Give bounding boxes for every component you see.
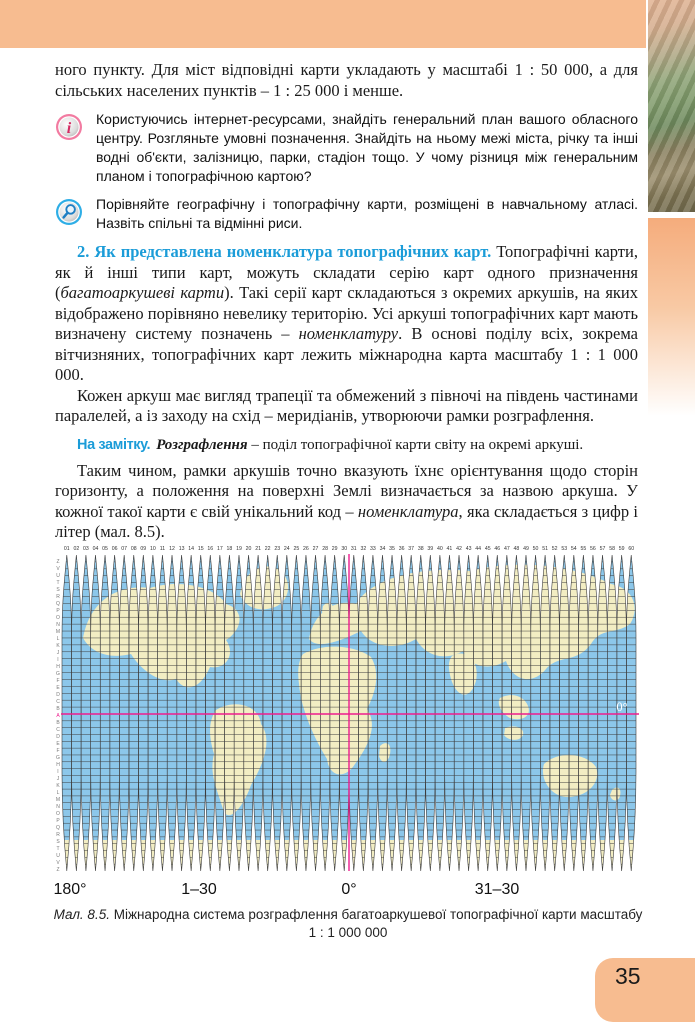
svg-text:12: 12 — [169, 546, 175, 552]
svg-text:23: 23 — [274, 546, 281, 552]
svg-text:17: 17 — [216, 546, 223, 552]
intro-paragraph: ного пункту. Для міст відповідні карти укладають у масштабі 1 : 50 000, а для сільських населених пунктів – 1 : 25 000 і менше. — [55, 60, 638, 100]
svg-text:14: 14 — [188, 546, 195, 552]
svg-text:46: 46 — [494, 546, 501, 552]
svg-text:42: 42 — [456, 546, 462, 552]
svg-text:59: 59 — [618, 546, 625, 552]
svg-text:T: T — [56, 580, 60, 586]
svg-text:16: 16 — [207, 546, 214, 552]
svg-text:10: 10 — [149, 546, 156, 552]
svg-text:33: 33 — [370, 546, 376, 552]
svg-text:03: 03 — [83, 546, 89, 552]
svg-text:55: 55 — [580, 546, 587, 552]
header-band — [0, 0, 646, 48]
svg-text:40: 40 — [436, 546, 443, 552]
magnifier-icon — [55, 198, 83, 231]
svg-text:Q: Q — [56, 601, 60, 607]
svg-text:28: 28 — [322, 546, 328, 552]
svg-text:52: 52 — [551, 546, 558, 552]
svg-text:06: 06 — [111, 546, 118, 552]
svg-text:53: 53 — [561, 546, 568, 552]
svg-text:Q: Q — [56, 825, 60, 831]
svg-text:V: V — [56, 566, 60, 572]
svg-text:47: 47 — [503, 546, 510, 552]
info-icon-glyph: i — [66, 120, 72, 137]
svg-text:S: S — [56, 839, 60, 845]
svg-text:H: H — [56, 664, 60, 670]
svg-text:51: 51 — [542, 546, 549, 552]
svg-text:48: 48 — [513, 546, 520, 552]
svg-text:F: F — [56, 678, 60, 684]
svg-text:34: 34 — [379, 546, 386, 552]
svg-text:09: 09 — [140, 546, 147, 552]
svg-text:D: D — [56, 692, 60, 698]
svg-text:180°: 180° — [53, 881, 87, 898]
conclusion-paragraph: Таким чином, рамки аркушів точно вказують їхнє орієнтування щодо сторін горизонту, а положення на поверхні Землі визначається за назвою аркуша. У кожної такої карти є свій унікальний код – номенклатура, яка складається з цифр і літер (мал. 8.5). — [55, 460, 638, 541]
svg-text:39: 39 — [427, 546, 434, 552]
svg-text:B: B — [56, 706, 60, 712]
svg-text:R: R — [56, 594, 60, 600]
svg-text:0°: 0° — [616, 700, 628, 714]
svg-text:K: K — [56, 643, 60, 649]
svg-text:07: 07 — [121, 546, 128, 552]
svg-text:54: 54 — [570, 546, 577, 552]
svg-text:0°: 0° — [341, 881, 357, 898]
svg-text:E: E — [56, 685, 60, 691]
info-icon — [55, 113, 83, 146]
svg-text:I: I — [57, 769, 59, 775]
svg-text:N: N — [56, 622, 60, 628]
svg-text:L: L — [56, 790, 60, 796]
svg-text:05: 05 — [102, 546, 108, 552]
svg-text:U: U — [56, 573, 60, 579]
svg-text:K: K — [56, 783, 60, 789]
map-svg — [0, 538, 695, 903]
svg-text:Z: Z — [56, 559, 60, 565]
activity-internet-task — [55, 110, 638, 186]
svg-text:11: 11 — [159, 546, 166, 552]
svg-text:18: 18 — [226, 546, 233, 552]
svg-text:32: 32 — [360, 546, 367, 552]
svg-text:I: I — [57, 657, 59, 663]
svg-text:41: 41 — [446, 546, 453, 552]
activity-compare-task — [55, 195, 638, 233]
mountain-photo — [648, 0, 695, 212]
side-accent-gradient — [648, 218, 695, 416]
svg-text:36: 36 — [398, 546, 405, 552]
svg-text:56: 56 — [590, 546, 596, 552]
svg-text:J: J — [56, 650, 60, 656]
page-number-tab — [595, 958, 695, 1022]
svg-text:C: C — [56, 699, 60, 705]
svg-text:H: H — [56, 762, 60, 768]
svg-text:M: M — [55, 797, 61, 803]
svg-text:15: 15 — [197, 546, 204, 552]
svg-text:N: N — [56, 804, 60, 810]
svg-text:57: 57 — [599, 546, 606, 552]
figure-map-8-5 — [0, 538, 695, 903]
svg-text:S: S — [56, 587, 60, 593]
svg-text:O: O — [56, 615, 60, 621]
svg-text:P: P — [56, 818, 60, 824]
note-label: На замітку. — [77, 436, 151, 453]
svg-text:01: 01 — [63, 546, 70, 552]
svg-text:L: L — [56, 636, 60, 642]
page-number: 35 — [615, 963, 641, 989]
svg-text:04: 04 — [92, 546, 99, 552]
svg-text:31: 31 — [350, 546, 357, 552]
svg-text:35: 35 — [389, 546, 395, 552]
svg-text:38: 38 — [417, 546, 424, 552]
svg-text:58: 58 — [609, 546, 615, 552]
svg-text:1–30: 1–30 — [181, 881, 217, 898]
svg-text:V: V — [56, 860, 60, 866]
svg-text:49: 49 — [523, 546, 529, 552]
section-heading: 2. Як представлена номенклатура топографічних карт. — [77, 242, 492, 261]
svg-text:29: 29 — [331, 546, 338, 552]
svg-text:08: 08 — [130, 546, 137, 552]
svg-text:C: C — [56, 727, 60, 733]
svg-text:50: 50 — [532, 546, 539, 552]
text-column — [55, 60, 638, 543]
note-text: Розграфлення – поділ топографічної карти світу на окремі аркуші. — [156, 436, 584, 453]
svg-text:F: F — [56, 748, 60, 754]
svg-text:B: B — [56, 720, 60, 726]
svg-text:19: 19 — [236, 546, 242, 552]
svg-text:44: 44 — [475, 546, 482, 552]
svg-text:27: 27 — [312, 546, 319, 552]
svg-text:30: 30 — [341, 546, 348, 552]
svg-text:22: 22 — [264, 546, 271, 552]
svg-text:A: A — [56, 713, 60, 719]
svg-text:31–30: 31–30 — [474, 881, 520, 898]
svg-text:24: 24 — [283, 546, 290, 552]
svg-text:13: 13 — [178, 546, 185, 552]
svg-text:J: J — [56, 776, 60, 782]
section-paragraph — [55, 242, 638, 386]
svg-text:P: P — [56, 608, 60, 614]
svg-text:R: R — [56, 832, 60, 838]
svg-text:21: 21 — [255, 546, 262, 552]
svg-text:G: G — [56, 671, 60, 677]
svg-text:Z: Z — [56, 867, 60, 873]
svg-text:45: 45 — [484, 546, 491, 552]
svg-text:E: E — [56, 741, 60, 747]
note-line — [55, 435, 638, 455]
svg-text:43: 43 — [465, 546, 472, 552]
svg-text:T: T — [56, 846, 60, 852]
svg-text:G: G — [56, 755, 60, 761]
svg-text:02: 02 — [73, 546, 80, 552]
svg-text:37: 37 — [408, 546, 415, 552]
svg-text:D: D — [56, 734, 60, 740]
activity-text: Порівняйте географічну і топографічну карти, розміщені в навчальному атласі. Назвіть спільні та відмінні риси. — [96, 196, 638, 231]
svg-text:26: 26 — [303, 546, 309, 552]
svg-text:U: U — [56, 853, 60, 859]
sheet-shape-paragraph: Кожен аркуш має вигляд трапеції та обмежений з півночі на південь частинами паралелей, а із заходу на схід – меридіанів, утворюючи рамки розграфлення. — [55, 385, 638, 425]
svg-text:60: 60 — [628, 546, 635, 552]
activity-text: Користуючись інтернет-ресурсами, знайдіть генеральний план вашого обласного центру. Розгляньте умовні позначення. Знайдіть на ньому межі міста, річку та інші водні об'єкти, залізницю, парки, стадіон тощо. У чому різниця між генеральним планом і топографічною картою? — [96, 111, 638, 184]
svg-text:M: M — [55, 629, 61, 635]
svg-text:20: 20 — [245, 546, 252, 552]
figure-caption: Мал. 8.5. Міжнародна система розграфлення багатоаркушевої топографічної карти масштабу 1 : 1 000 000 — [53, 907, 643, 940]
section-paragraph-body: Топографічні карти, як й інші типи карт, можуть складати серію карт одного призначення (багатоаркушеві карти). Такі серії карт складаються з окремих аркушів, на яких відображено порівняно невелику територію. Усі аркуші топографічних карт мають визначену систему позначень – номенклатуру. В основі поділу всіх, зокрема вітчизняних, топографічних карт лежить міжнародна карта масштабу 1 : 1 000 000. — [55, 242, 639, 384]
svg-text:25: 25 — [293, 546, 300, 552]
svg-text:O: O — [56, 811, 60, 817]
